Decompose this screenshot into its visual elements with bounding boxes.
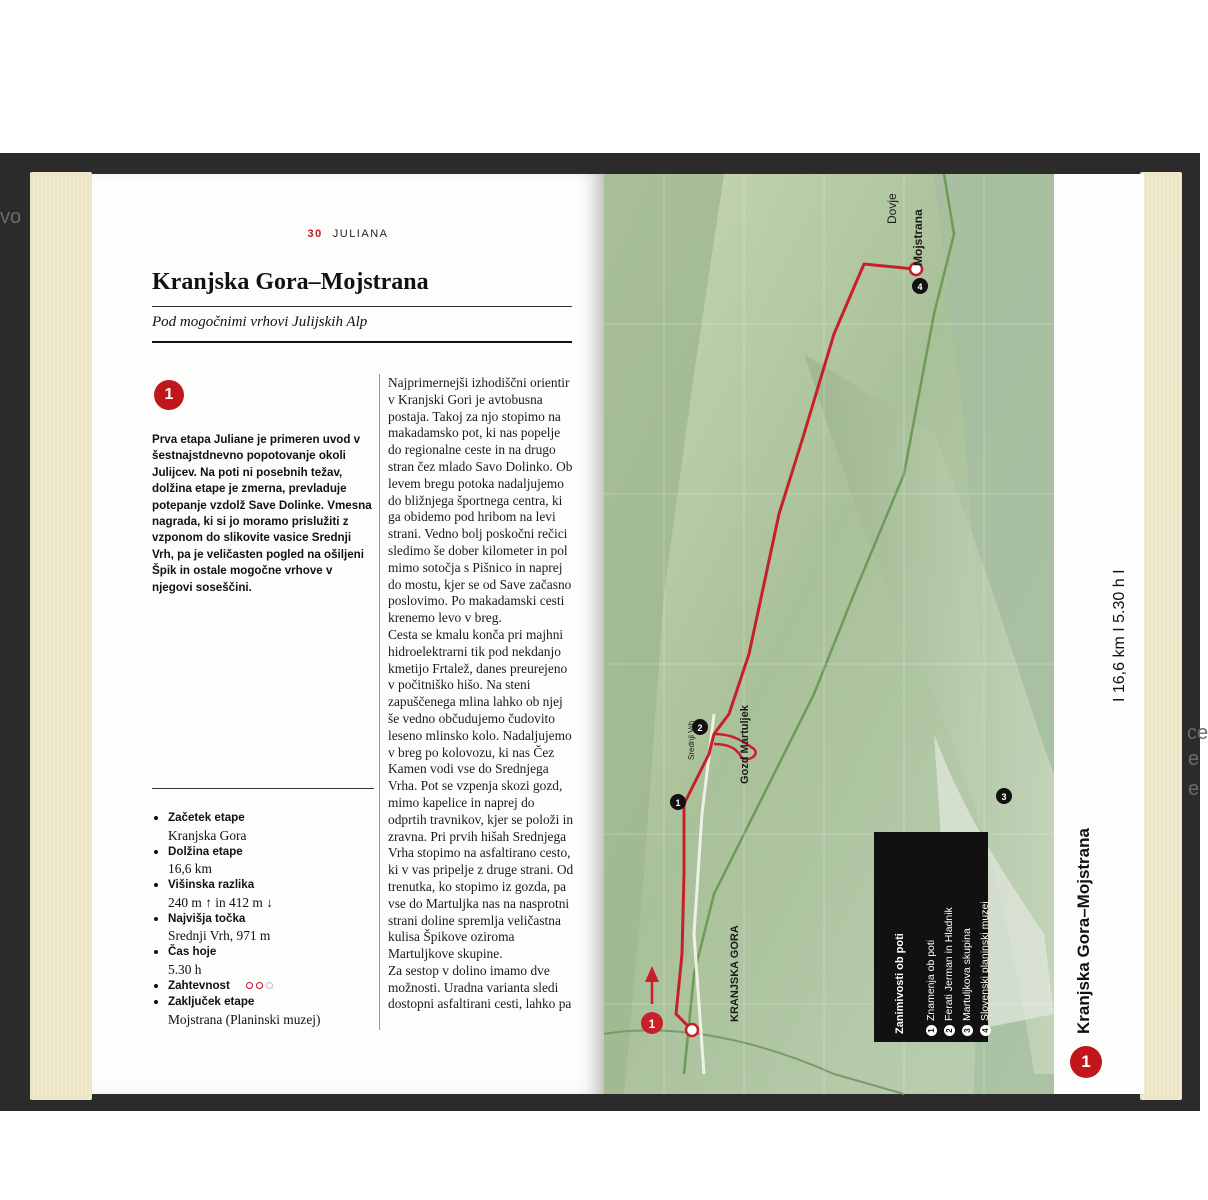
map-legend-item	[961, 928, 973, 1036]
running-head-title: JULIANA	[332, 228, 389, 240]
fact-label	[168, 978, 376, 995]
map-poi-label: 1	[675, 798, 681, 808]
fact-item	[152, 911, 376, 945]
left-page	[92, 174, 604, 1094]
difficulty-dot-filled	[246, 982, 253, 989]
map-start-marker[interactable]	[686, 1024, 698, 1036]
legend-text: Martuljkova skupina	[961, 928, 973, 1021]
fact-value: Kranjska Gora	[168, 827, 247, 843]
fact-label: Dolžina etape	[168, 844, 243, 858]
intro-paragraph: Prva etapa Juliane je primeren uvod v šestnajstdnevno popotovanje okoli Julijcev. Na poti ni posebnih težav, dolžina etape je zmerna, prevladuje potepanje vzdolž Save Dolinke. Vmesna nagrada, ki si jo moramo prislužiti z vzponom do slikovite vasice Srednji Vrh, pa je veličasten pogled na ošiljeni Špik in ostale mogočne vrhove v njegovi soseščini.	[152, 433, 372, 594]
map-legend-item	[979, 901, 991, 1036]
book-page-edges-right	[1140, 172, 1182, 1100]
fact-value: 16,6 km	[168, 861, 212, 876]
sidebar-stage-badge: 1	[1070, 1046, 1102, 1078]
fact-value: 5.30 h	[168, 961, 202, 977]
background-text-fragment: e	[1188, 748, 1200, 770]
fact-item	[152, 978, 376, 995]
stage-sidebar	[1054, 174, 1144, 1094]
legend-text: Znamenja ob poti	[925, 939, 937, 1021]
body-paragraph: Cesta se kmalu konča pri majhni hidroelektrarni tik pod nekdanjo kmetijo Frtalež, danes preurejeno v počitniško hišo. Na steni zapuščenega mlina lahko ob njej še vedno občudujemo čudovito leseno mlinsko kolo. Nadaljujemo v breg po kolovozu, ki nas Čez Kamen vodi vse do Srednjega Vrha. Pot se vzpenja skozi gozd, mimo kapelice in naprej do odprtih travnikov, kjer se položi in zravna. Pri prvih hišah Srednjega Vrha stopimo na asfaltirano cesto, ki v vas pripelje z druge strani. Od trenutka, ko stopimo iz gozda, pa vse do Martuljka nas na nasprotni strani doline spremlja veličastna kulisa Špikove oziroma Martuljkove skupine.	[388, 626, 574, 962]
fact-item	[152, 877, 376, 911]
map-place-label-kranjska-gora: KRANJSKA GORA	[729, 925, 741, 1022]
map-place-label-gozd-martuljek: Gozd Martuljek	[739, 705, 751, 784]
legend-number: 3	[962, 1025, 973, 1036]
fact-label: Čas hoje	[168, 945, 217, 958]
fact-label-text: Zahtevnost	[168, 978, 230, 992]
right-page	[604, 174, 1144, 1094]
legend-text: Ferati Jerman in Hladnik	[943, 907, 955, 1021]
fact-item	[152, 994, 376, 1028]
legend-text: Slovenski planinski muzej	[979, 901, 991, 1021]
map-start-badge-label: 1	[648, 1017, 656, 1031]
column-divider	[379, 374, 380, 1030]
fact-label: Zaključek etape	[168, 995, 255, 1008]
map-place-label-dovje: Dovje	[885, 193, 899, 224]
body-paragraph: Najprimernejši izhodiščni orientir v Kranjski Gori je avtobusna postaja. Takoj za njo stopimo na makadamsko pot, ki nas popelje do regionalne ceste in na drugo stran čez mlado Savo Dolinko. Ob levem bregu potoka nadaljujemo do bližnjega športnega centra, ki ga obidemo pod hribom na levi strani. Vedno bolj poskočni rečici sledimo še dober kilometer in pol mimo sotočja s Pišnico in naprej do mostu, kjer se od Save začasno poslovimo. Po makadamski cesti krenemo levo v breg.	[388, 375, 573, 626]
map-legend-title: Zanimivosti ob poti	[894, 933, 906, 1034]
fact-item	[152, 810, 376, 844]
fact-value: Srednji Vrh, 971 m	[168, 928, 271, 943]
fact-item	[152, 844, 376, 878]
body-paragraph: Za sestop v dolino imamo dve možnosti. Uradna varianta sledi dostopni asfaltirani cesti, lahko pa	[388, 962, 572, 1012]
map-legend-item	[925, 940, 937, 1036]
map-place-label-mojstrana: Mojstrana	[911, 209, 925, 266]
page-subtitle: Pod mogočnimi vrhovi Julijskih Alp	[152, 314, 368, 330]
page-title: Kranjska Gora–Mojstrana	[152, 269, 429, 295]
difficulty-dot-empty	[266, 982, 273, 989]
fact-label: Višinska razlika	[168, 878, 255, 891]
difficulty-rating	[246, 982, 273, 989]
difficulty-dot-filled	[256, 982, 263, 989]
facts-rule	[152, 788, 374, 789]
map-poi-label: 4	[917, 282, 923, 292]
map-poi-label: 3	[1001, 792, 1007, 802]
legend-number: 2	[944, 1025, 955, 1036]
running-head	[92, 228, 604, 240]
map-legend-item	[943, 907, 955, 1036]
sidebar-stage-title: Kranjska Gora–Mojstrana	[1074, 828, 1093, 1034]
fact-item	[152, 944, 376, 978]
background-text-fragment: ce	[1187, 722, 1208, 744]
title-rule	[152, 306, 572, 307]
sidebar-stage-stats: I 16,6 km I 5.30 h I	[1111, 569, 1128, 702]
map-poi-label: 2	[697, 723, 703, 733]
legend-number: 1	[926, 1025, 937, 1036]
subtitle-rule	[152, 341, 572, 343]
fact-value: Mojstrana (Planinski muzej)	[168, 1011, 321, 1027]
book-page-edges-left	[30, 172, 92, 1100]
map-place-label-srednji-vrh: Srednji Vrh	[687, 720, 696, 760]
background-text-fragment: e	[1188, 778, 1200, 800]
stage-badge: 1	[154, 380, 184, 410]
page-number: 30	[307, 228, 323, 240]
fact-label: Najvišja točka	[168, 911, 246, 925]
fact-value: 240 m ↑ in 412 m ↓	[168, 894, 273, 910]
stage-facts-list	[152, 810, 376, 1028]
fact-label: Začetek etape	[168, 811, 245, 824]
background-text-fragment: vo	[0, 206, 22, 228]
body-text	[388, 375, 576, 1013]
legend-number: 4	[980, 1025, 991, 1036]
